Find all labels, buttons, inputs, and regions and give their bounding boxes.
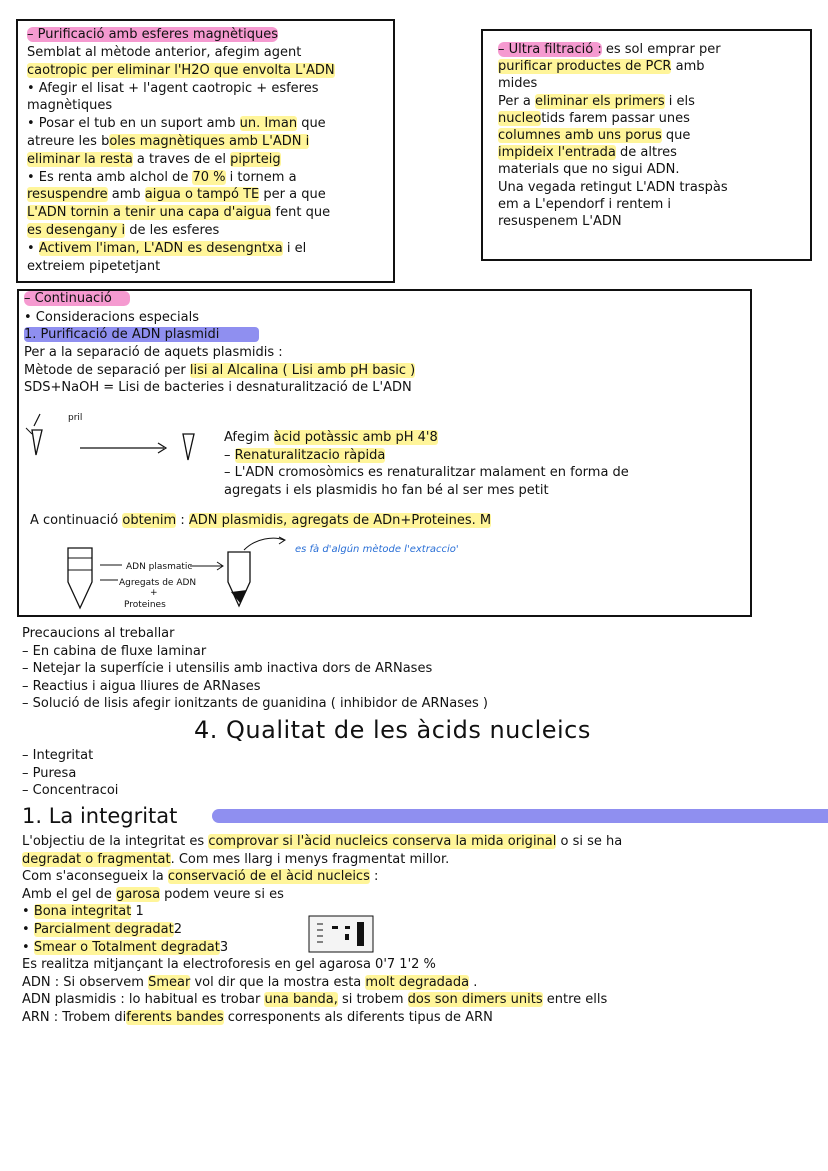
text-segment: extreiem pipetetjant	[27, 258, 161, 274]
label-adn-plasmatic: ADN plasmatic	[126, 562, 193, 572]
label-agregats: Agregats de ADN	[119, 578, 197, 588]
box1-lines-line	[27, 80, 319, 97]
text-segment: materials que no sigui ADN.	[498, 162, 680, 178]
box2-lines-line	[498, 93, 695, 110]
box3-lines-line	[224, 447, 385, 464]
text-segment: de altres	[615, 145, 677, 161]
text-segment: una banda,	[264, 992, 338, 1008]
text-segment: oles magnètiques amb L'ADN i	[109, 134, 310, 149]
text-segment: ADN plasmidis, agregats de ADn+Proteines. M	[188, 513, 492, 528]
section-heading: 1. La integritat	[22, 804, 178, 828]
text-segment: Renaturalitzacio ràpida	[234, 447, 386, 463]
box3-lines-line	[24, 344, 283, 361]
text-segment: ADN : Si observem	[22, 974, 149, 990]
page-title: 4. Qualitat de les àcids nucleics	[194, 716, 591, 744]
text-segment: nucleo	[498, 110, 542, 126]
text-segment: Per a la separació de aquets plasmidis :	[24, 345, 283, 360]
text-segment: Bona integritat	[33, 904, 132, 920]
box1-lines-line	[27, 62, 335, 79]
text-segment: atreure les b	[27, 134, 110, 149]
text-segment: •	[22, 939, 34, 955]
box2-lines-line	[498, 213, 622, 230]
box2-lines-line	[498, 127, 690, 144]
box2-lines-line	[498, 144, 677, 161]
text-segment: – Ultra filtració :	[498, 42, 602, 57]
text-segment: o si se ha	[556, 834, 623, 849]
text-segment: corresponents als diferents tipus de ARN	[223, 1010, 493, 1025]
tube-diagram-icon	[22, 410, 222, 470]
text-segment: –	[224, 447, 235, 463]
text-segment: fent que	[271, 205, 331, 221]
section-lines-line	[22, 903, 144, 920]
extraction-note: es fà d'algún mètode l'extraccio'	[295, 544, 459, 555]
section-lines-line	[22, 851, 449, 868]
text-segment: conservació de el àcid nucleics	[167, 869, 370, 885]
text-segment: entre ells	[542, 992, 608, 1008]
text-segment: A continuació	[30, 513, 123, 528]
precaution-item: – Netejar la superfície i utensilis amb inactiva dors de ARNases	[22, 661, 433, 676]
text-segment: Parcialment degradat	[33, 922, 174, 937]
text-segment: – L'ADN cromosòmics es renaturalitzar malament en forma de	[224, 465, 629, 480]
text-segment: ADN plasmidis : lo habitual es trobar	[22, 992, 265, 1008]
text-segment: vol dir que la mostra esta	[190, 974, 366, 990]
text-segment: 1	[131, 904, 144, 920]
text-segment: resuspendre	[27, 187, 108, 203]
text-segment: 70 %	[192, 169, 226, 185]
text-segment: 2	[173, 922, 182, 937]
text-segment: 3	[219, 939, 229, 955]
text-segment: dos son dimers units	[407, 992, 543, 1008]
label-proteines: Proteines	[124, 600, 166, 610]
text-segment: molt degradada	[365, 974, 470, 990]
text-segment: impideix l'entrada	[498, 145, 616, 161]
text-segment: un. Iman	[239, 116, 298, 132]
box1-lines-line	[27, 258, 160, 275]
text-segment: Com s'aconsegueix la	[22, 869, 168, 885]
precaution-item: – En cabina de fluxe laminar	[22, 643, 207, 659]
text-segment: Semblat al mètode anterior, afegim agent	[27, 45, 302, 60]
precaution-item: Precaucions al treballar	[22, 626, 175, 641]
text-segment: L'objectiu de la integritat es	[22, 834, 209, 849]
text-segment: agregats i els plasmidis ho fan bé al ser mes petit	[224, 482, 549, 498]
text-segment: Smear	[148, 974, 191, 990]
box1-lines-line	[27, 204, 330, 221]
text-segment: a traves de el	[132, 151, 231, 167]
text-segment: comprovar si l'àcid nucleics conserva la mida original	[208, 834, 557, 849]
text-segment: caotropic per eliminar l'H2O que envolta L'ADN	[27, 62, 335, 78]
text-segment: :	[369, 869, 379, 885]
box3-lines-line	[30, 512, 491, 529]
text-segment: purificar productes de PCR	[498, 59, 672, 75]
box3-heading: – Continuació	[24, 290, 130, 307]
text-segment: eliminar la resta	[27, 151, 133, 167]
text-segment: • Afegir el lisat + l'agent caotropic + esferes	[27, 80, 319, 96]
text-segment: • Es renta amb alchol de	[27, 169, 193, 185]
text-segment: àcid potàssic amb pH 4'8	[273, 430, 438, 445]
text-segment: de les esferes	[125, 223, 220, 238]
text-segment: Amb el gel de	[22, 886, 117, 902]
section-lines-line	[22, 991, 607, 1008]
text-segment: Smear o Totalment degradat	[33, 939, 220, 955]
precaution-item: – Solució de lisis afegir ionitzants de guanidina ( inhibidor de ARNases )	[22, 696, 488, 711]
box1-lines-line	[27, 133, 309, 150]
box2-lines-line	[498, 110, 690, 127]
section-lines-line	[22, 921, 182, 938]
box2-lines-line	[498, 41, 721, 58]
text-segment: garosa	[116, 886, 161, 902]
text-segment: Activem l'iman, L'ADN es desengntxa	[38, 240, 283, 256]
text-segment: tids farem passar unes	[541, 110, 690, 126]
text-segment: .	[469, 974, 478, 990]
quality-item: – Puresa	[22, 765, 77, 781]
box2-lines-line	[498, 196, 671, 213]
text-segment: em a L'ependorf i rentem i	[498, 196, 671, 212]
quality-item: – Integritat	[22, 748, 94, 763]
label-plus: +	[150, 588, 158, 598]
text-segment: •	[22, 922, 34, 937]
text-segment: piprteig	[230, 151, 281, 167]
box1-lines-line	[27, 240, 306, 257]
section-heading-bar	[212, 809, 828, 823]
text-segment: SDS+NaOH = Lisi de bacteries i desnaturalització de L'ADN	[24, 380, 412, 395]
text-segment: magnètiques	[27, 98, 113, 114]
text-segment: obtenim	[122, 513, 177, 528]
text-segment: ARN : Trobem di	[22, 1010, 127, 1025]
text-segment: mides	[498, 76, 538, 92]
box1-lines-line	[27, 169, 297, 186]
text-segment: amb	[671, 59, 705, 75]
box1-heading: – Purificació amb esferes magnètiques	[27, 27, 278, 42]
box3-lines-line	[224, 464, 629, 481]
text-segment: aigua o tampó TE	[144, 187, 260, 203]
section-lines-line	[22, 974, 477, 991]
text-segment: Afegim	[224, 430, 274, 445]
text-segment: • Posar el tub en un suport amb	[27, 116, 240, 132]
section-lines-line	[22, 833, 622, 850]
box1-lines-line	[27, 115, 326, 132]
text-segment: si trobem	[337, 992, 408, 1008]
box3-lines-line	[224, 429, 438, 446]
text-segment: •	[22, 904, 34, 920]
box2-lines-line	[498, 179, 728, 196]
text-segment: lisi al Alcalina ( Lisi amb pH basic )	[189, 362, 416, 378]
box1-lines-line	[27, 222, 219, 239]
box3-lines-line	[224, 482, 549, 499]
text-segment: podem veure si es	[160, 886, 284, 902]
precaution-item: – Reactius i aigua lliures de ARNases	[22, 678, 261, 694]
plasmid-subheading: 1. Purificació de ADN plasmidi	[24, 326, 259, 343]
text-segment: i tornem a	[225, 169, 297, 185]
text-segment: que	[661, 128, 691, 143]
box2-lines-line	[498, 58, 704, 75]
text-segment: resuspenem L'ADN	[498, 214, 622, 229]
text-segment: Es realitza mitjançant la electroforesis en gel agarosa 0'7 1'2 %	[22, 957, 436, 973]
text-segment: amb	[107, 187, 145, 203]
text-segment: Mètode de separació per	[24, 362, 190, 378]
text-segment: L'ADN tornin a tenir una capa d'aigua	[27, 205, 272, 221]
text-segment: eliminar els primers	[534, 93, 665, 109]
box2-lines-line	[498, 161, 680, 178]
box2-lines-line	[498, 75, 537, 92]
text-segment: que	[297, 116, 326, 132]
text-segment: Una vegada retingut L'ADN traspàs	[498, 179, 728, 195]
quality-item: – Concentracoi	[22, 783, 119, 798]
text-segment: Per a	[498, 93, 535, 109]
text-segment: :	[176, 513, 189, 528]
pril-label: pril	[68, 413, 83, 423]
box3-lines-line	[24, 379, 412, 396]
text-segment: •	[27, 240, 39, 256]
text-segment: es sol emprar per	[601, 42, 721, 57]
text-segment: degradat o fragmentat	[22, 851, 171, 867]
text-segment: . Com mes llarg i menys fragmentat millor.	[170, 851, 450, 867]
box1-lines-line	[27, 44, 301, 61]
text-segment: ferents bandes	[126, 1010, 224, 1025]
gel-electrophoresis-icon	[309, 916, 373, 952]
section-lines-line	[22, 886, 284, 903]
section-lines-line	[22, 868, 378, 885]
section-lines-line	[22, 1009, 493, 1026]
text-segment: es desengany i	[27, 223, 126, 238]
box1-lines-line	[27, 186, 326, 203]
box1-lines-line	[27, 97, 112, 114]
text-segment: columnes amb uns porus	[498, 128, 662, 143]
box1-lines-line	[27, 151, 281, 168]
section-lines-line	[22, 956, 436, 973]
text-segment: i els	[664, 93, 695, 109]
text-segment: i el	[282, 240, 307, 256]
section-lines-line	[22, 939, 228, 956]
text-segment: per a que	[259, 187, 326, 203]
box3-lines-line	[24, 362, 415, 379]
consider-line: • Consideracions especials	[24, 310, 200, 325]
